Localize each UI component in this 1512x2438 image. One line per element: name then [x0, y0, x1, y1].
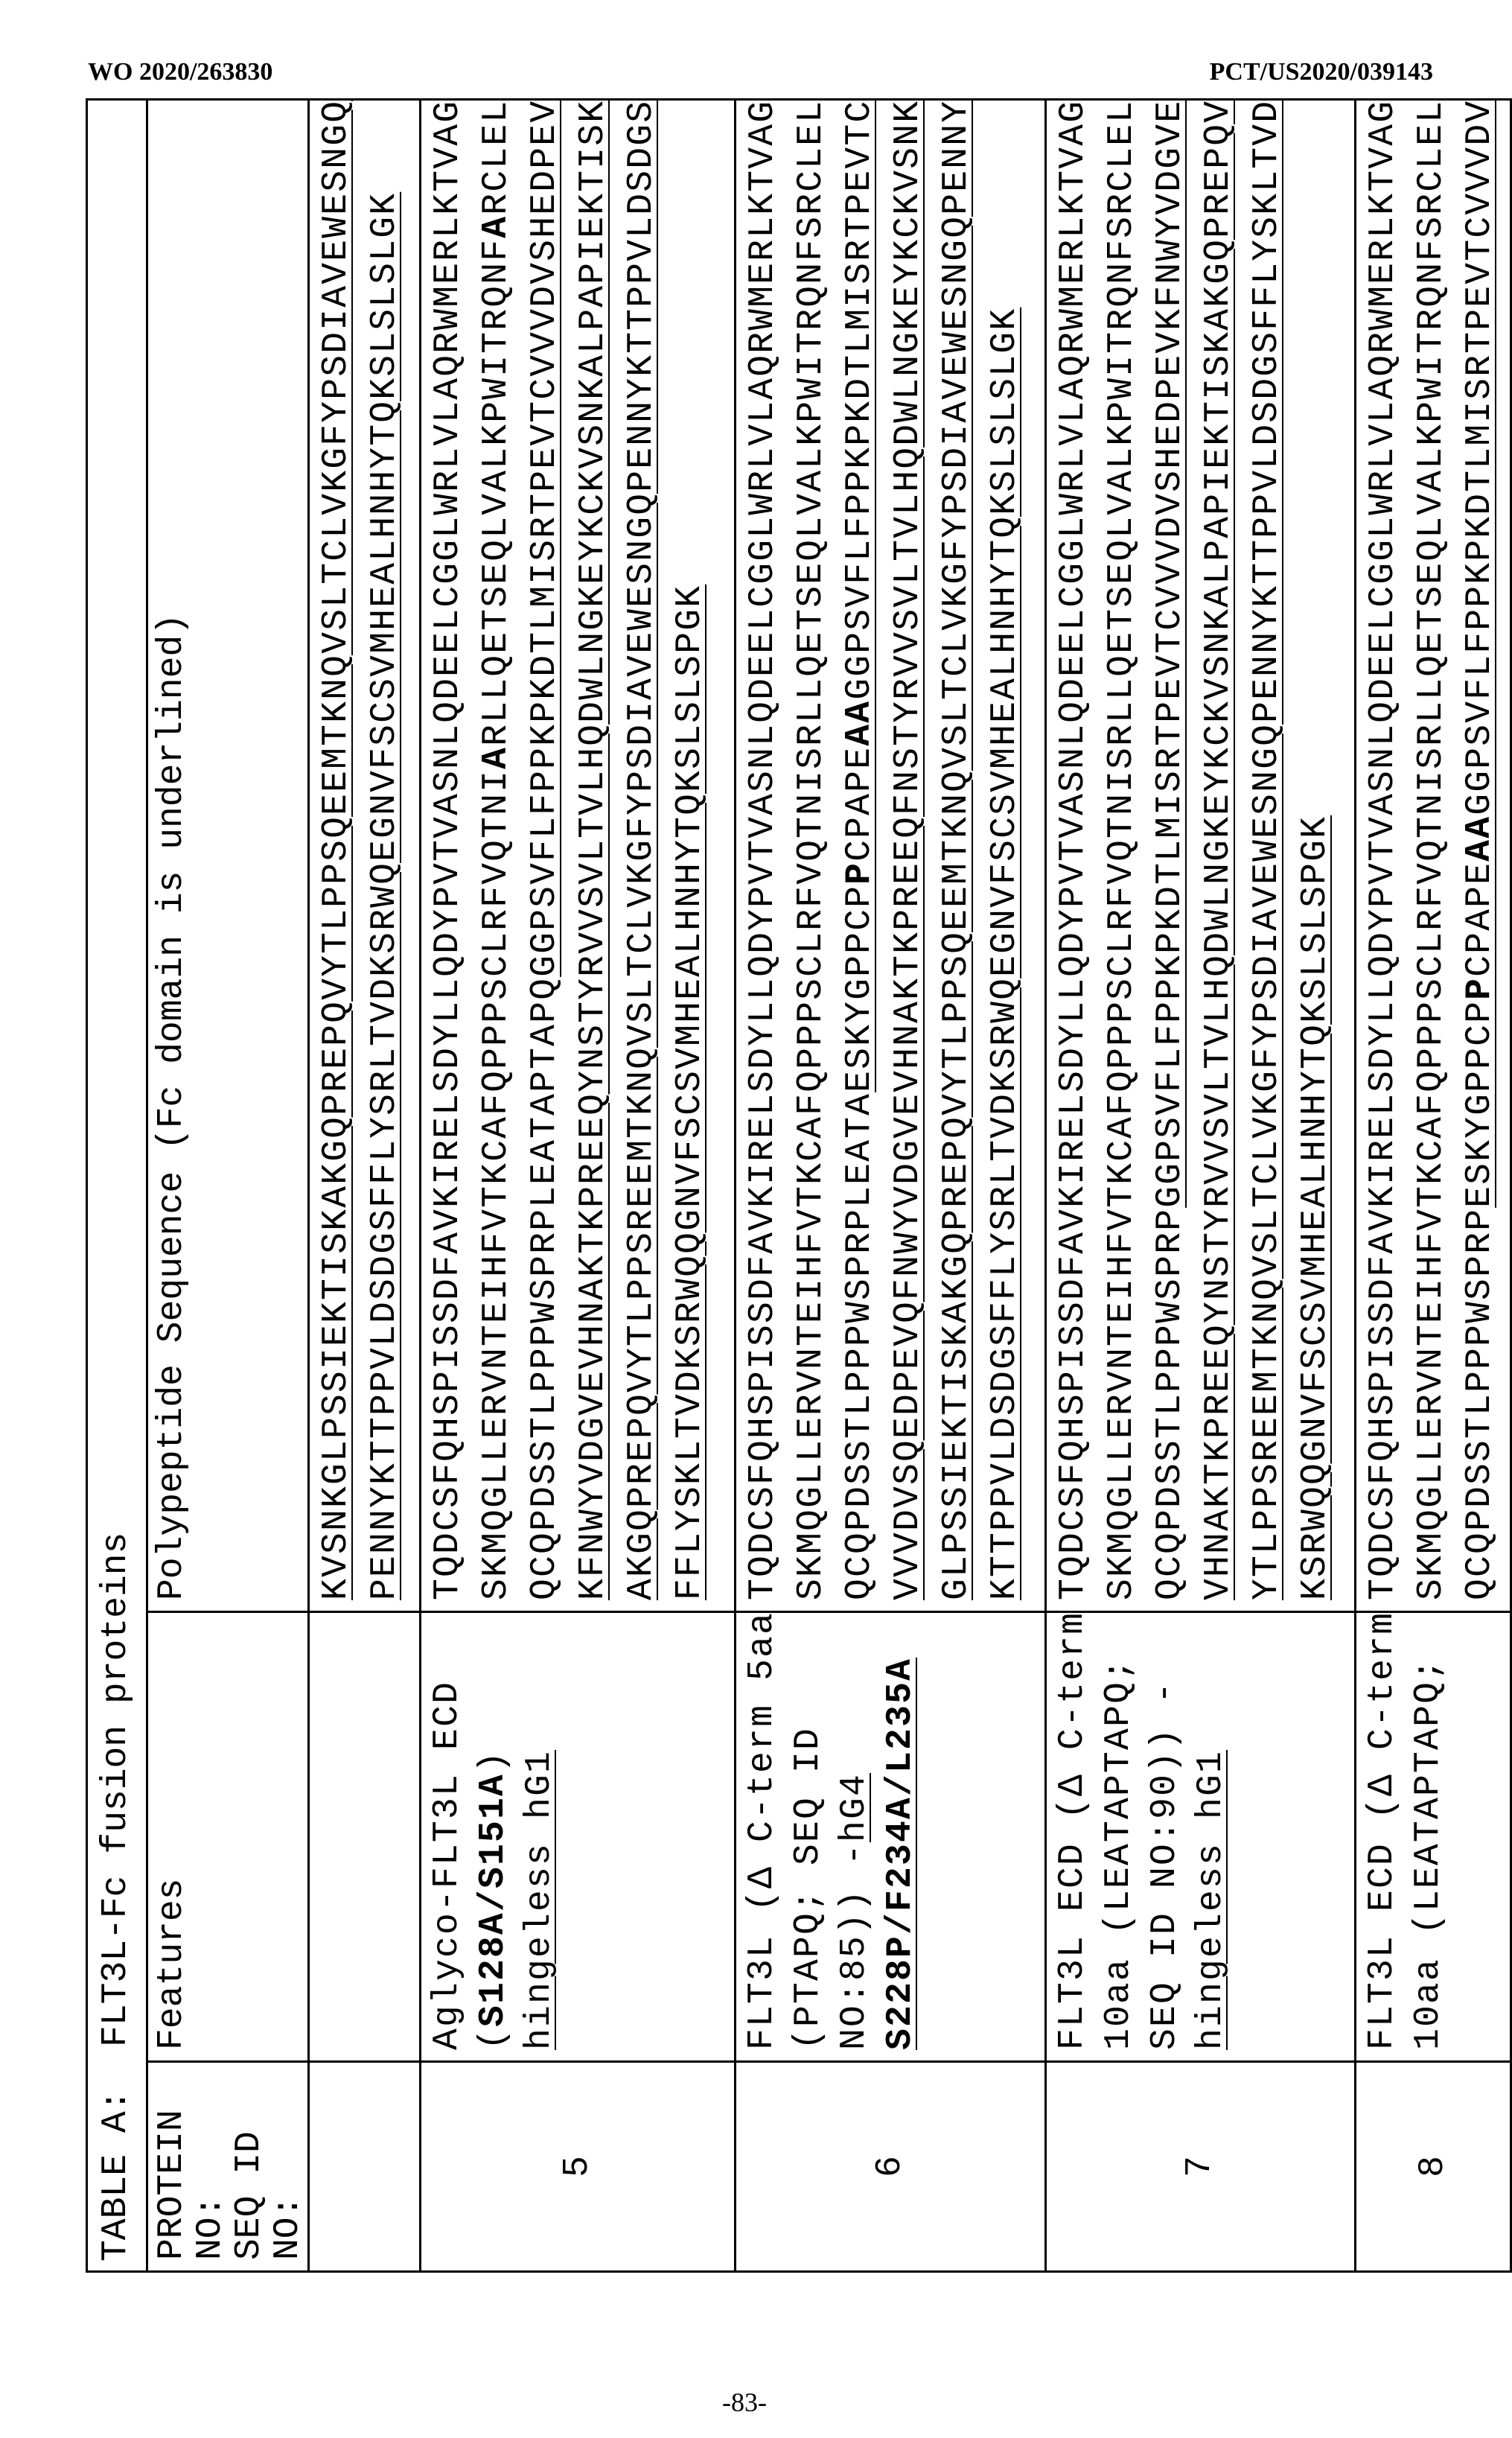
features-cell [1356, 1612, 1511, 2062]
features-cell [736, 1612, 1046, 2062]
table-row [1046, 100, 1356, 2272]
sequence-line-segment: KTTPPVLDSDGSFFLYSRLTVDKSRWQEGNVFSCSVMHEALHNHYTQKSLSLSLGK [985, 308, 1025, 1600]
features-line-segment: FLT3L ECD (Δ C-term [1053, 1611, 1093, 2050]
sequence-line-segment: AA [1460, 815, 1500, 862]
sequence-line-segment: RLLQETSEQLVALKPWITRQNF [476, 238, 517, 746]
features-line [1050, 1613, 1096, 2050]
sequence-line-segment: SKMQGLLERVNTEIHFVTKCAFQPPPSCLRFVQTNI [476, 769, 517, 1600]
features-line [785, 1613, 832, 2050]
table-title: TABLE A: FLT3L-Fc fusion proteins [87, 100, 147, 2272]
sequence-line [981, 101, 1030, 1600]
features-line [424, 1613, 470, 2050]
sequence-line [836, 101, 884, 1600]
features-cell [309, 1612, 421, 2062]
protein-number-cell: 6 [736, 2062, 1046, 2272]
table-row [421, 100, 736, 2272]
sequence-line-segment: QCQPDSSTLPPPWSPRP [1150, 1208, 1190, 1600]
sequence-line [1292, 101, 1340, 1600]
sequence-cell [1046, 100, 1356, 1612]
sequence-cell [736, 100, 1046, 1612]
sequence-line [739, 101, 788, 1600]
features-line-segment: 10aa (LEATAPTAPQ; [1409, 1658, 1449, 2050]
sequence-line [1050, 101, 1098, 1600]
fusion-protein-table [86, 98, 1512, 2273]
protein-number-cell: 5 [421, 2062, 736, 2272]
features-line [1359, 1613, 1406, 2050]
header-sequence: Polypeptide Sequence (Fc domain is underlined) [147, 100, 309, 1612]
sequence-line-segment: PENNYKTTPPVLDSDGSFFLYSRLTVDKSRWQEGNVFSCSVMHEALHNHYTQKSLSLSLGK [365, 192, 405, 1600]
sequence-line-segment: QCQPDSSTLPPPWSPRPLEATA [840, 1092, 880, 1600]
sequence-line-segment: KSRWQQGNVFSCSVMHEALHNHYTQKSLSLSPGK [1295, 815, 1336, 1600]
features-line [1188, 1613, 1234, 2050]
sequence-line-segment: TQDCSFQHSPISSDFAVKIRELSDYLLQDYPVTVASNLQDEELCGGLWRLVLAQRWMERLKTVAG [428, 100, 468, 1600]
sequence-line [884, 101, 933, 1600]
features-line [739, 1613, 785, 2050]
sequence-line [424, 101, 473, 1600]
features-line [1096, 1613, 1142, 2050]
header-seq-id-label: SEQ ID NO: [230, 2063, 307, 2260]
protein-number-cell: 7 [1046, 2062, 1356, 2272]
features-cell [421, 1612, 736, 2062]
sequence-line-segment: SKMQGLLERVNTEIHFVTKCAFQPPPSCLRFVQTNISRLLQETSEQLVALKPWITRQNFSRCLEL [1411, 100, 1452, 1600]
sequence-line-segment: P [1460, 977, 1500, 1000]
sequence-line-segment: RCLEL [476, 100, 517, 215]
sequence-line [1195, 101, 1243, 1600]
sequence-line-segment: YTLPPSREEMTKNQVSLTCLVKGFYPSDIAVEWESNGQPENNYKTTPPVLDSDGSFFLYSKLTVD [1247, 100, 1287, 1600]
features-line-segment: hingeless hG1 [520, 1750, 560, 2050]
features-line [1142, 1613, 1188, 2050]
features-line-segment: FLT3L ECD (Δ C-term [1362, 1611, 1403, 2050]
sequence-line-segment: CPAPE [840, 746, 880, 862]
sequence-line-segment: GGPSVFLFPPKPKDTLMISRTPEVTCVVVDVSHEDPEV [525, 100, 565, 977]
sequence-line-segment: GGPSVFLFPPKPKDTLMISRTPEVTCVVVDVSHEDPEVKFNWYVDGVE [1150, 100, 1190, 1208]
features-line-segment: S228P/F234A/L235A [881, 1658, 921, 2050]
features-line [1406, 1613, 1452, 2050]
table-row [1356, 100, 1511, 2272]
sequence-line-segment: TQDCSFQHSPISSDFAVKIRELSDYLLQDYPVTVASNLQDEELCGGLWRLVLAQRWMERLKTVAG [1053, 100, 1094, 1600]
protein-number-cell [309, 2062, 421, 2272]
features-line-segment: SEQ ID NO:90)) - [1145, 1681, 1185, 2050]
sequence-line [1098, 101, 1146, 1600]
sequence-line-segment: TQDCSFQHSPISSDFAVKIRELSDYLLQDYPVTVASNLQDEELCGGLWRLVLAQRWMERLKTVAG [1363, 100, 1403, 1600]
sequence-cell [309, 100, 421, 1612]
sequence-line [361, 101, 409, 1600]
sequence-line-segment: VHNAKTKPREEQYNSTYRVVSVLTVLHQDWLNGKEYKCKVSNKALPAPIEKTISKAKGQPREPQV [1199, 100, 1239, 1600]
sequence-line [618, 101, 666, 1600]
sequence-line-segment: TQDCSFQHSPISSDFAVKIRELSDYLLQDYPVTVASNLQDEELCGGLWRLVLAQRWMERLKTVAG [743, 100, 783, 1600]
features-line-segment: hingeless hG1 [1191, 1750, 1231, 2050]
sequence-line-segment: SKMQGLLERVNTEIHFVTKCAFQPPPSCLRFVQTNISRLLQETSEQLVALKPWITRQNFSRCLEL [791, 100, 832, 1600]
sequence-line-segment: ESKYGPPCP [840, 885, 880, 1092]
sequence-line-segment: KFNWYVDGVEVHNAKTKPREEQYNSTYRVVSVLTVLHQDWLNGKEYKCKVSNKALPAPIEKTISK [573, 100, 613, 1600]
rotated-table-container [86, 101, 1435, 2273]
sequence-line [521, 101, 570, 1600]
header-protein-label: PROTEIN NO: [153, 2063, 230, 2260]
table-row [736, 100, 1046, 2272]
features-line-segment: FLT3L (Δ C-term 5aa [742, 1611, 782, 2050]
features-line-segment: ( [473, 2027, 514, 2050]
features-line-segment: 10aa (LEATAPTAPQ; [1099, 1658, 1139, 2050]
features-cell [1046, 1612, 1356, 2062]
table-row [309, 100, 421, 2272]
sequence-line [933, 101, 981, 1600]
application-number: PCT/US2020/039143 [1210, 58, 1433, 86]
sequence-line [1456, 101, 1505, 1600]
sequence-line-segment: ESKYGPPCP [1460, 1000, 1500, 1208]
sequence-line [666, 101, 715, 1600]
publication-number: WO 2020/263830 [88, 58, 272, 86]
sequence-line [313, 101, 361, 1600]
sequence-line [1359, 101, 1408, 1600]
sequence-line-segment: AKGQPREPQVYTLPPSREEMTKNQVSLTCLVKGFYPSDIAVEWESNGQPENNYKTTPPVLDSDGS [622, 100, 662, 1600]
header-features: Features [147, 1612, 309, 2062]
sequence-line-segment: FFLYSKLTVDKSRWQQGNVFSCSVMHEALHNHYTQKSLSLSPGK [670, 585, 710, 1600]
sequence-line-segment: CPAPE [1460, 862, 1500, 977]
features-line [832, 1613, 878, 2050]
sequence-line-segment: SKMQGLLERVNTEIHFVTKCAFQPPPSCLRFVQTNISRLLQETSEQLVALKPWITRQNFSRCLEL [1102, 100, 1142, 1600]
sequence-line-segment: P [840, 862, 880, 885]
features-line [517, 1613, 563, 2050]
sequence-line-segment: A [476, 215, 517, 238]
features-line-segment: NO:85)) - [835, 1842, 875, 2050]
sequence-line-segment: QCQPDSSTLPPPWSPRP [1460, 1208, 1500, 1600]
sequence-line-segment: GGPSVFLFPPKPKDTLMISRTPEVTC [840, 100, 880, 700]
sequence-line-segment: GGPSVFLFPPKPKDTLMISRTPEVTCVVVDV [1460, 100, 1500, 815]
header-protein-no [147, 2062, 309, 2272]
sequence-line [1243, 101, 1292, 1600]
sequence-line-segment: VVVDVSQEDPEVQFNWYVDGVEVHNAKTKPREEQFNSTYRVVSVLTVLHQDWLNGKEYKCKVSNK [888, 100, 928, 1600]
features-line-segment: Aglyco-FLT3L ECD [427, 1681, 468, 2050]
page-number: -83- [0, 2387, 1489, 2418]
sequence-line [570, 101, 618, 1600]
features-line [470, 1613, 517, 2050]
features-line-segment: ) [473, 1750, 514, 1773]
sequence-line [1146, 101, 1195, 1600]
sequence-line-segment: KVSNKGLPSSIEKTISKAKGQPREPQVYTLPPSQEEMTKNQVSLTCLVKGFYPSDIAVEWESNGQ [316, 100, 357, 1600]
sequence-line [1408, 101, 1456, 1600]
sequence-line [788, 101, 836, 1600]
sequence-line-segment: QCQPDSSTLPPPWSPRPLEATAPTAPQ [525, 977, 565, 1600]
sequence-line [473, 101, 521, 1600]
sequence-line-segment: A [476, 746, 517, 769]
protein-number-cell: 8 [1356, 2062, 1511, 2272]
sequence-line-segment: AA [840, 700, 880, 746]
features-line-segment: hG4 [835, 1773, 875, 1842]
features-line [878, 1613, 924, 2050]
sequence-cell [421, 100, 736, 1612]
features-line-segment: (PTAPQ; SEQ ID [788, 1727, 829, 2050]
sequence-cell [1356, 100, 1511, 1612]
sequence-line-segment: GLPSSIEKTISKAKGQPREPQVYTLPPSQEEMTKNQVSLTCLVKGFYPSDIAVEWESNGQPENNY [937, 100, 977, 1600]
features-line-segment: S128A/S151A [473, 1773, 514, 2027]
